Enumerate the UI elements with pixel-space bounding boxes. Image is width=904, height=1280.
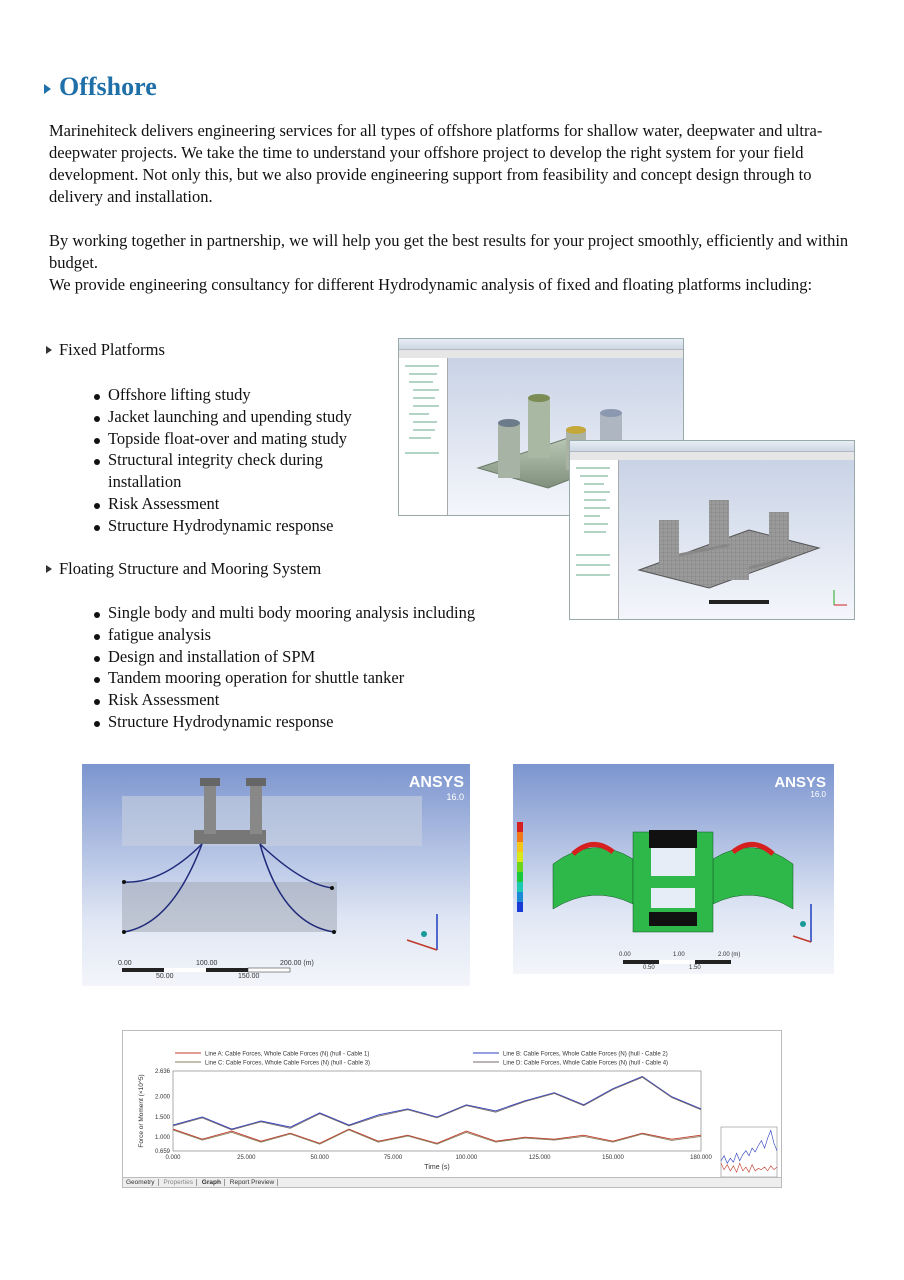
list-item: Structure Hydrodynamic response xyxy=(92,711,562,733)
legend-entry: Line B: Cable Forces, Whole Cable Forces (N) (hull - Cable 2) xyxy=(503,1051,668,1058)
list-item: Offshore lifting study xyxy=(92,384,392,406)
ansys-version: 16.0 xyxy=(446,792,464,802)
x-tick-label: 150.000 xyxy=(602,1155,624,1161)
y-axis-label: Force or Moment (×10^5) xyxy=(138,1074,145,1148)
tree-lines-icon xyxy=(399,358,447,508)
section-fixed-platforms xyxy=(46,340,165,360)
y-tick-label: 2.000 xyxy=(154,1094,170,1101)
list-item: Structural integrity check during installation xyxy=(92,449,392,493)
platform-mesh-model-icon xyxy=(619,460,854,619)
x-tick-label: 100.000 xyxy=(455,1155,478,1161)
ansys-mooring-figure xyxy=(82,764,470,986)
tab-properties[interactable]: Properties xyxy=(160,1179,197,1186)
list-item: fatigue analysis xyxy=(92,624,562,646)
list-item: Risk Assessment xyxy=(92,689,562,711)
legend-entry: Line D: Cable Forces, Whole Cable Forces (N) (hull - Cable 4) xyxy=(503,1060,669,1067)
ansys-pressure-figure xyxy=(513,764,834,974)
pressure-contour-drawing-icon xyxy=(513,764,834,974)
list-item: Jacket launching and upending study xyxy=(92,406,392,428)
scale-label: 0.50 xyxy=(643,965,655,971)
y-tick-label: 2.636 xyxy=(154,1069,170,1075)
list-item: Design and installation of SPM xyxy=(92,646,562,668)
intro-paragraph-1: Marinehiteck delivers engineering services for all types of offshore platforms for shallow water, deepwater and ultra-deepwater projects. We take the time to understand your offshore project to develop the right system for your field development. Not only this, but we also provide engineering support from feasibility and concept design through to delivery and installation. xyxy=(49,121,823,206)
cable-forces-chart xyxy=(123,1031,781,1177)
scale-label: 0.00 xyxy=(118,960,132,967)
tab-report-preview[interactable]: Report Preview xyxy=(227,1179,278,1186)
x-tick-label: 25.000 xyxy=(237,1155,256,1161)
intro-paragraph-3: We provide engineering consultancy for different Hydrodynamic analysis of fixed and floating platforms including: xyxy=(49,275,813,294)
scale-label: 100.00 xyxy=(196,960,218,967)
x-tick-label: 50.000 xyxy=(310,1155,329,1161)
floating-structure-list xyxy=(92,602,562,733)
bullet-triangle-icon xyxy=(44,84,51,94)
chart-tab-strip xyxy=(123,1177,781,1187)
software-window-screenshot-2 xyxy=(569,440,855,620)
section-floating-structure xyxy=(46,559,321,579)
list-item: Single body and multi body mooring analysis including xyxy=(92,602,562,624)
ansys-version: 16.0 xyxy=(810,790,826,799)
scale-label: 200.00 (m) xyxy=(280,960,314,967)
ansys-logo-text: ANSYS xyxy=(774,774,826,791)
fixed-platforms-list xyxy=(92,384,392,537)
intro-paragraph-2: By working together in partnership, we will help you get the best results for your project smoothly, efficiently and within budget. xyxy=(49,231,849,272)
y-tick-label: 0.659 xyxy=(154,1149,170,1155)
x-tick-label: 0.000 xyxy=(165,1155,181,1161)
mooring-lines-drawing-icon xyxy=(82,764,470,986)
x-tick-label: 75.000 xyxy=(383,1155,403,1161)
scale-label: 150.00 xyxy=(238,973,260,980)
legend-entry: Line C: Cable Forces, Whole Cable Forces (N) (hull - Cable 3) xyxy=(205,1060,371,1067)
scale-label: 2.00 (m) xyxy=(718,952,741,958)
tab-geometry[interactable]: Geometry xyxy=(123,1179,159,1186)
scale-label: 50.00 xyxy=(156,973,174,980)
section-title: Floating Structure and Mooring System xyxy=(59,559,322,578)
x-axis-label: Time (s) xyxy=(424,1164,450,1171)
model-tree-panel xyxy=(570,460,619,619)
x-tick-label: 180.000 xyxy=(690,1155,712,1161)
list-item: Risk Assessment xyxy=(92,493,392,515)
scale-label: 1.50 xyxy=(689,965,701,971)
x-tick-label: 125.000 xyxy=(528,1155,551,1161)
ansys-logo-text: ANSYS xyxy=(408,774,464,791)
scale-label: 1.00 xyxy=(673,952,685,958)
page-title-text: Offshore xyxy=(59,72,157,101)
bullet-triangle-icon xyxy=(46,346,52,354)
tree-lines-icon xyxy=(570,460,618,610)
cable-forces-chart-panel xyxy=(122,1030,782,1188)
list-item: Topside float-over and mating study xyxy=(92,428,392,450)
y-tick-label: 1.500 xyxy=(154,1114,170,1121)
bullet-triangle-icon xyxy=(46,565,52,573)
3d-viewport xyxy=(619,460,854,619)
y-tick-label: 1.000 xyxy=(154,1135,170,1142)
list-item: Tandem mooring operation for shuttle tanker xyxy=(92,667,562,689)
model-tree-panel xyxy=(399,358,448,515)
legend-entry: Line A: Cable Forces, Whole Cable Forces (N) (hull - Cable 1) xyxy=(205,1051,370,1058)
scale-label: 0.00 xyxy=(619,952,631,958)
section-title: Fixed Platforms xyxy=(59,340,165,359)
page-title xyxy=(44,72,157,102)
legend-color-bar xyxy=(517,822,523,912)
list-item: Structure Hydrodynamic response xyxy=(92,515,392,537)
tab-graph[interactable]: Graph xyxy=(199,1179,225,1186)
